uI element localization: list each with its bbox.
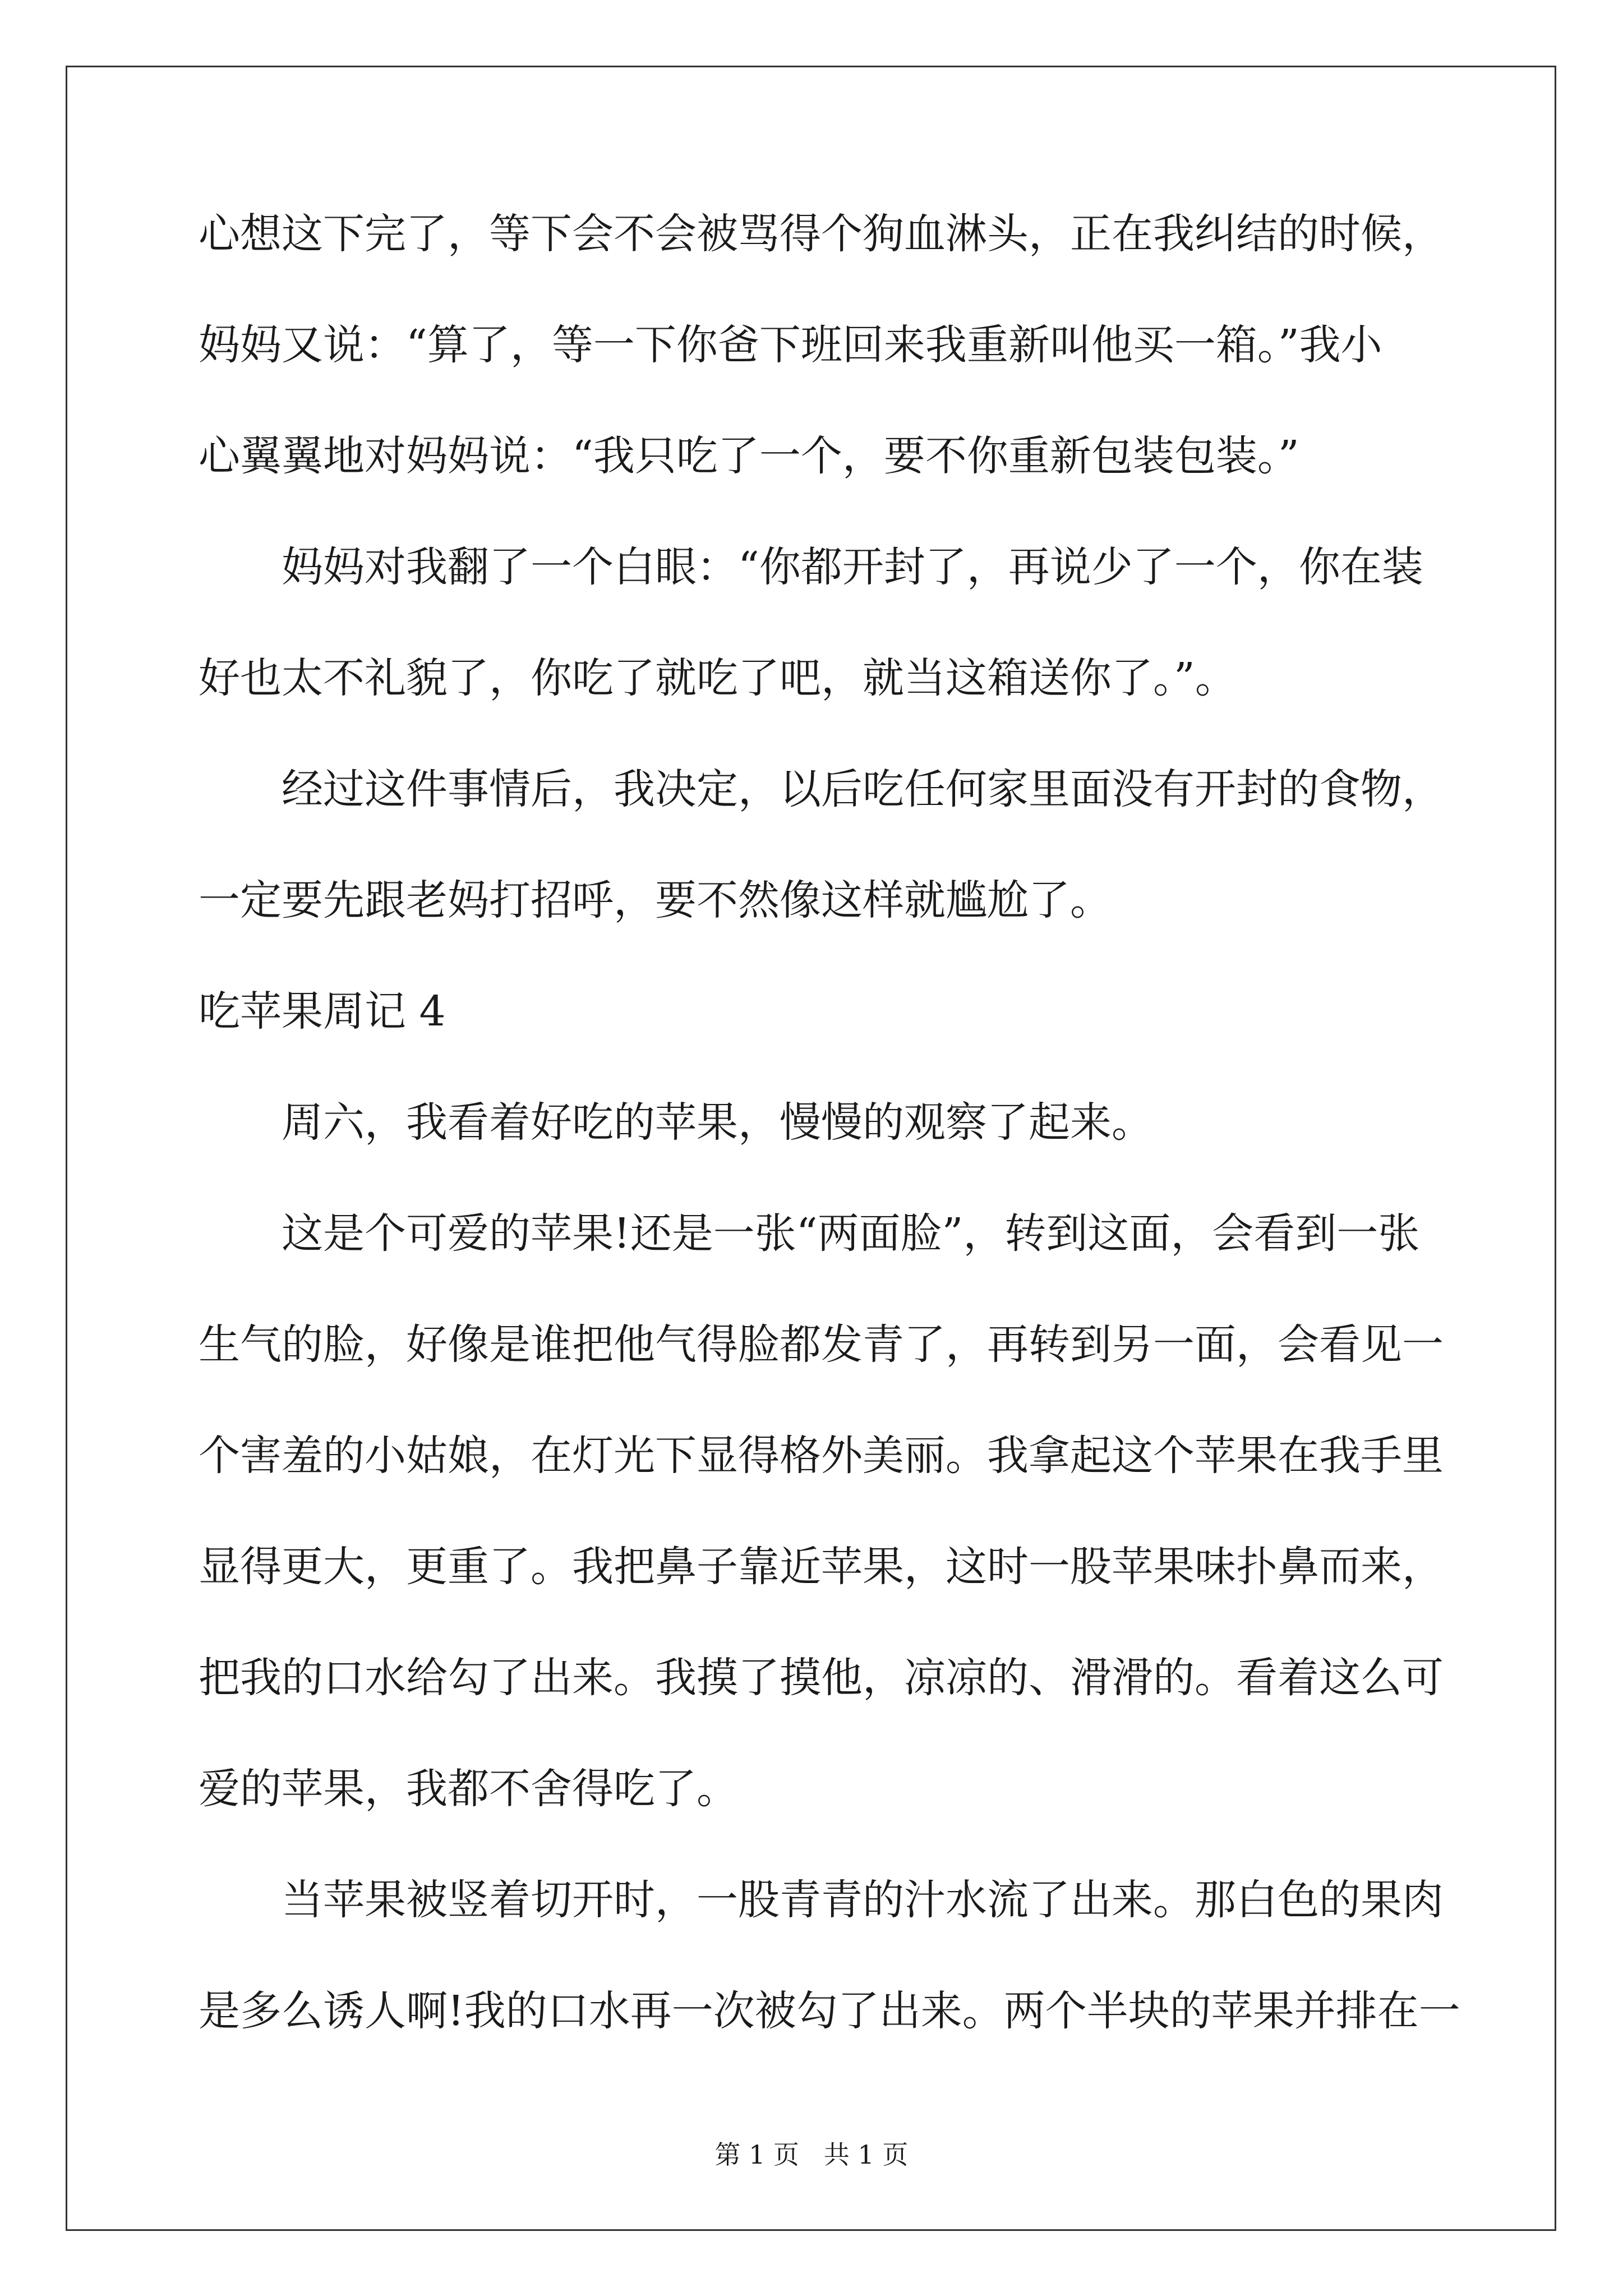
text-line: 经过这件事情后，我决定，以后吃任何家里面没有开封的食物， — [199, 765, 1444, 813]
text-line: 好也太不礼貌了，你吃了就吃了吧，就当这箱送你了。”。 — [199, 654, 1237, 702]
text-line: 当苹果被竖着切开时，一股青青的汁水流了出来。那白色的果肉 — [199, 1876, 1444, 1924]
text-line: 妈妈对我翻了一个白眼：“你都开封了，再说少了一个，你在装 — [199, 543, 1423, 591]
text-line: 是多么诱人啊!我的口水再一次被勾了出来。两个半块的苹果并排在一 — [199, 1987, 1460, 2035]
text-line: 这是个可爱的苹果!还是一张“两面脸”，转到这面，会看到一张 — [199, 1209, 1420, 1258]
text-line: 爱的苹果，我都不舍得吃了。 — [199, 1765, 738, 1813]
text-line: 妈妈又说：“算了，等一下你爸下班回来我重新叫他买一箱。”我小 — [199, 321, 1382, 369]
text-line: 生气的脸，好像是谁把他气得脸都发青了，再转到另一面，会看见一 — [199, 1320, 1444, 1369]
section-heading: 吃苹果周记 4 — [199, 987, 446, 1036]
text-line: 一定要先跟老妈打招呼，要不然像这样就尴尬了。 — [199, 876, 1112, 924]
text-line: 周六，我看着好吃的苹果，慢慢的观察了起来。 — [199, 1098, 1153, 1147]
page-footer: 第 1 页 共 1 页 — [714, 2139, 909, 2170]
text-line: 显得更大，更重了。我把鼻子靠近苹果，这时一股苹果味扑鼻而来， — [199, 1543, 1444, 1591]
text-line: 把我的口水给勾了出来。我摸了摸他，凉凉的、滑滑的。看着这么可 — [199, 1654, 1444, 1702]
text-line: 心翼翼地对妈妈说：“我只吃了一个，要不你重新包装包装。” — [199, 432, 1299, 480]
text-line: 心想这下完了，等下会不会被骂得个狗血淋头，正在我纠结的时候， — [199, 210, 1444, 258]
text-line: 个害羞的小姑娘，在灯光下显得格外美丽。我拿起这个苹果在我手里 — [199, 1432, 1444, 1480]
